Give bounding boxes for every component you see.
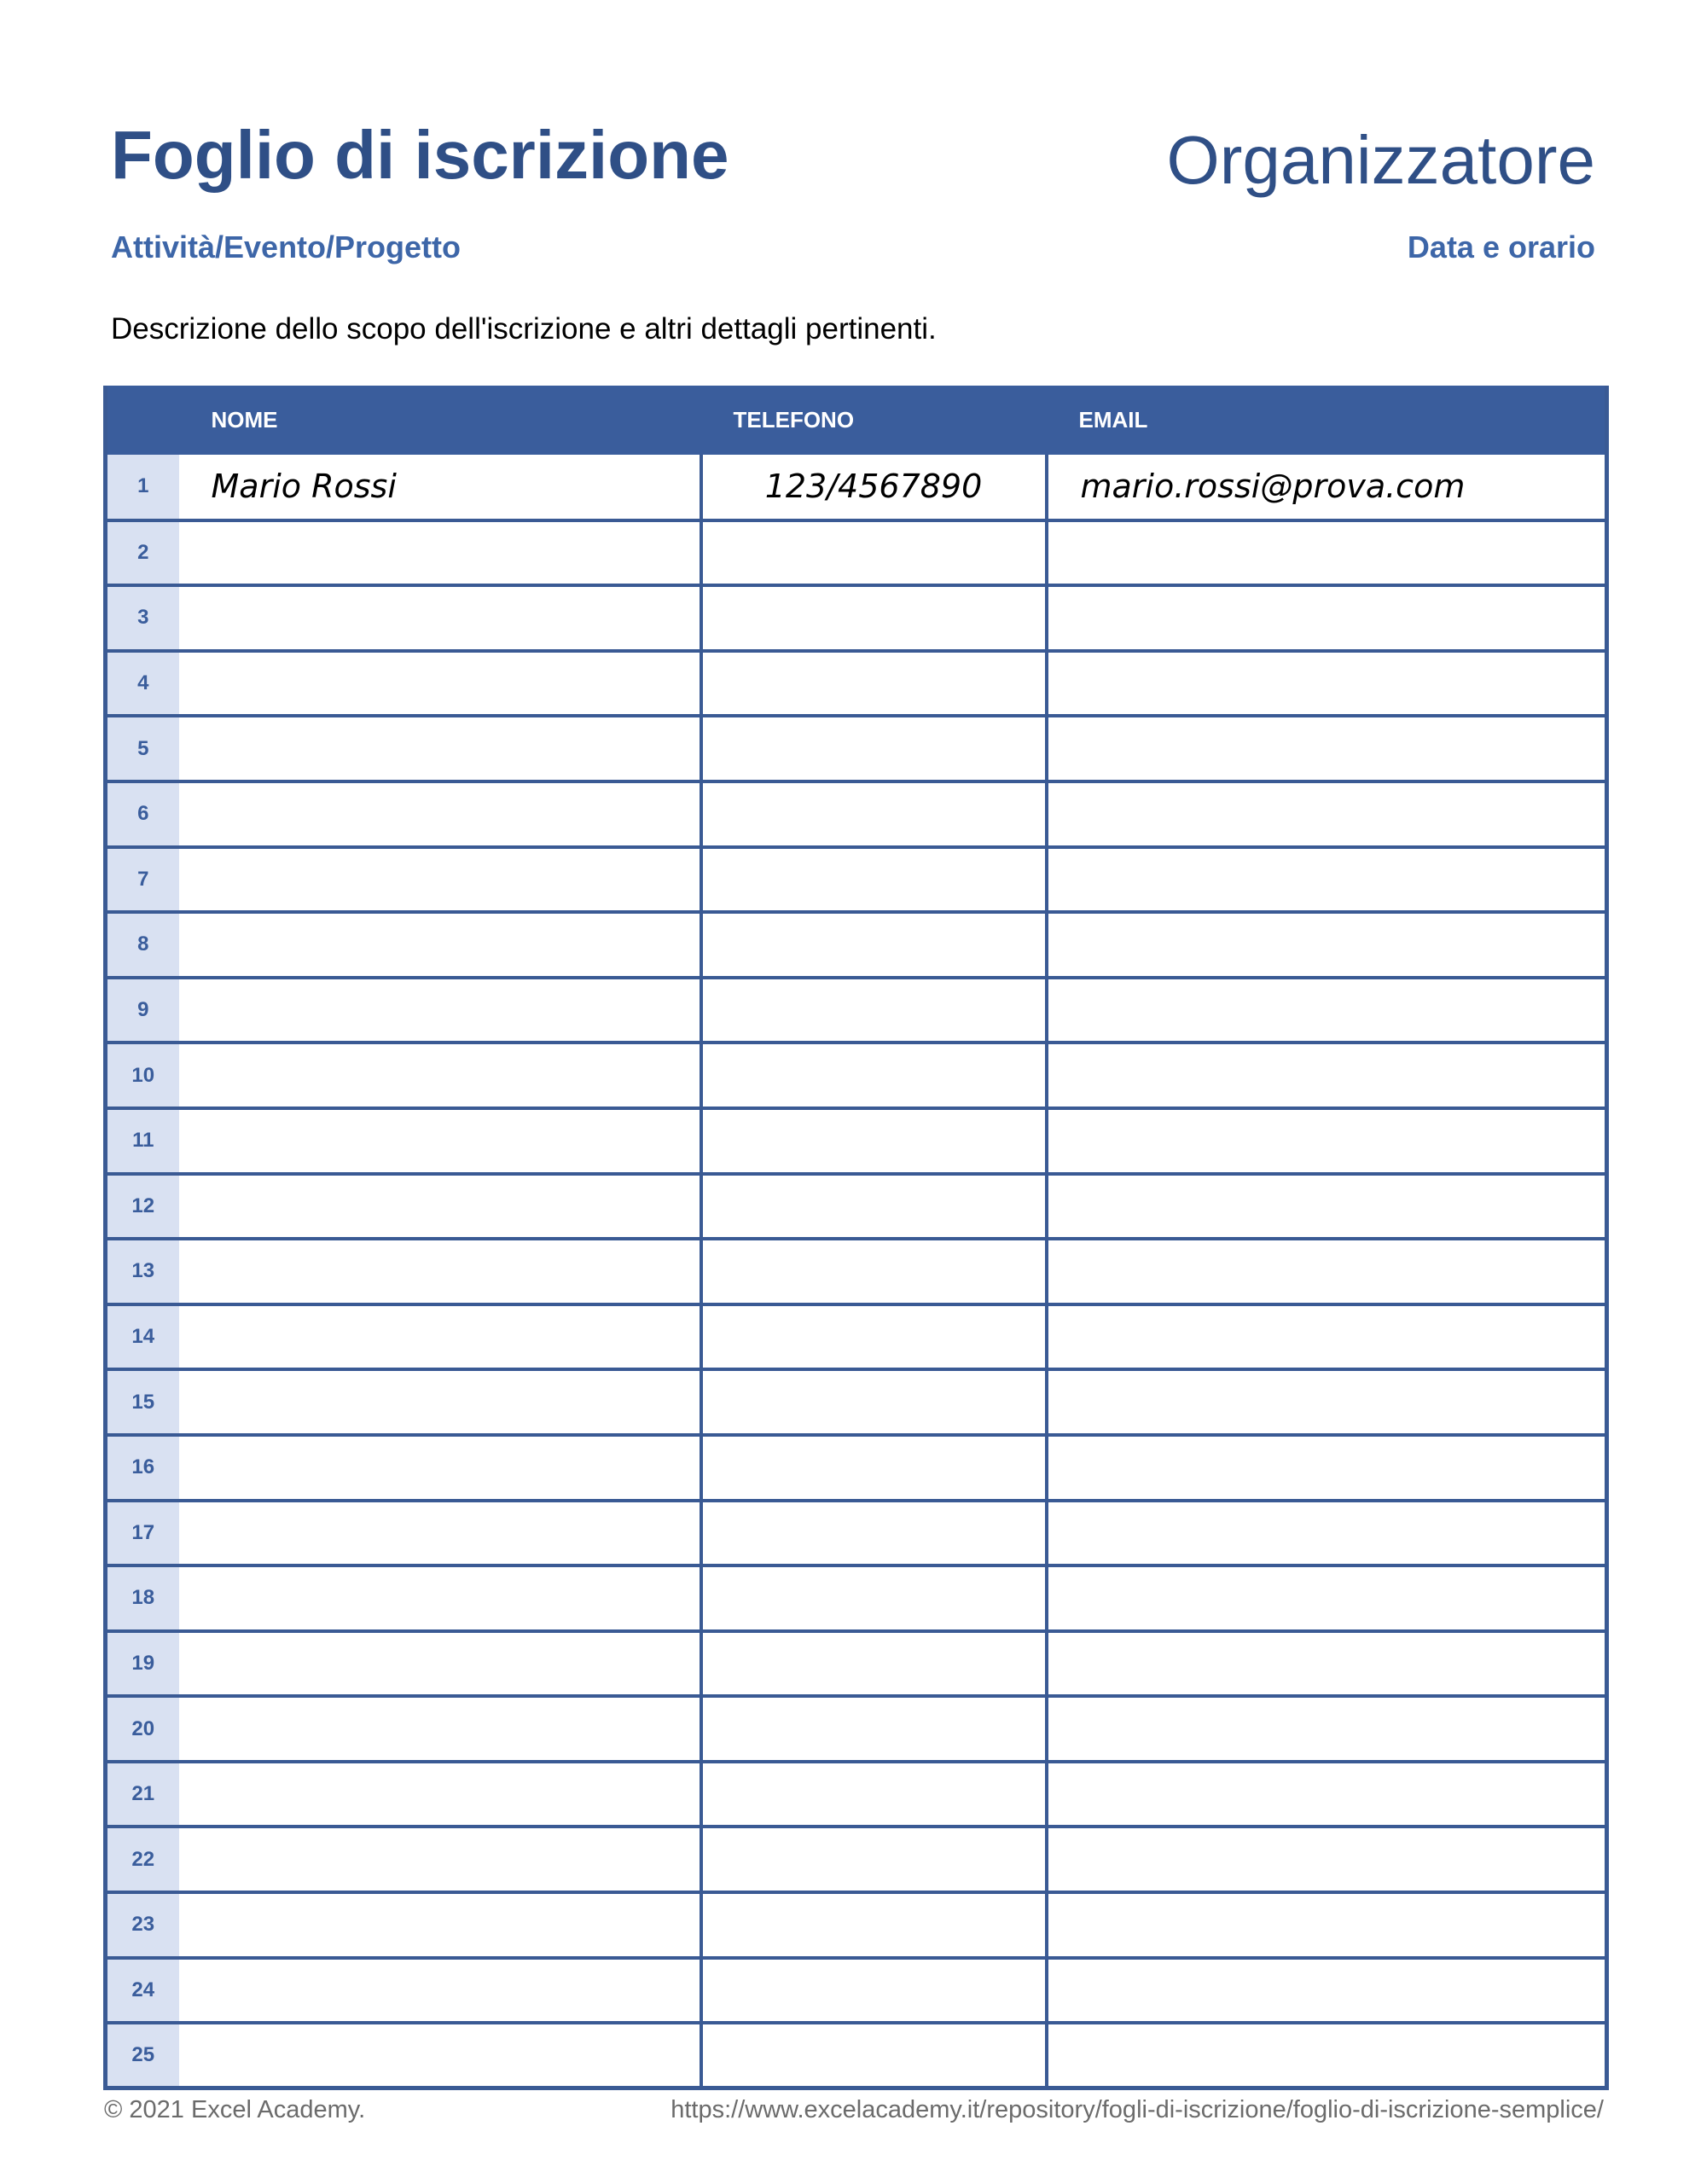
name-cell[interactable]: [179, 847, 701, 913]
phone-cell[interactable]: [701, 1631, 1047, 1697]
phone-cell[interactable]: [701, 520, 1047, 586]
email-cell[interactable]: [1047, 651, 1607, 717]
name-cell[interactable]: [179, 1304, 701, 1370]
table-row: [106, 1827, 1607, 1892]
row-number: 5: [106, 716, 179, 781]
phone-cell-value: 123/4567890: [764, 468, 983, 506]
phone-cell[interactable]: [701, 1892, 1047, 1958]
email-cell[interactable]: [1047, 847, 1607, 913]
table-row: [106, 1304, 1607, 1370]
column-header-phone: TELEFONO: [733, 407, 855, 433]
table-row: [106, 651, 1607, 717]
name-cell-value: Mario Rossi: [211, 468, 397, 506]
email-cell-value: mario.rossi@prova.com: [1080, 468, 1466, 506]
row-number: 21: [106, 1762, 179, 1827]
table-row: [106, 1369, 1607, 1435]
phone-cell[interactable]: [701, 455, 1047, 520]
name-cell[interactable]: [179, 1043, 701, 1108]
name-cell[interactable]: [179, 1631, 701, 1697]
phone-cell[interactable]: [701, 716, 1047, 781]
name-cell[interactable]: [179, 1892, 701, 1958]
email-cell[interactable]: [1047, 1631, 1607, 1697]
table-row: [106, 2023, 1607, 2088]
column-header-email: EMAIL: [1078, 407, 1148, 433]
activity-label: Attività/Evento/Progetto: [111, 229, 462, 264]
table-row: [106, 585, 1607, 651]
email-cell[interactable]: [1047, 1304, 1607, 1370]
row-number: 9: [106, 978, 179, 1043]
email-cell[interactable]: [1047, 716, 1607, 781]
name-cell[interactable]: [179, 716, 701, 781]
row-number: 19: [106, 1631, 179, 1697]
phone-cell[interactable]: [701, 978, 1047, 1043]
row-number: 12: [106, 1174, 179, 1240]
phone-cell[interactable]: [701, 1304, 1047, 1370]
column-header-number: [106, 386, 179, 455]
phone-cell[interactable]: [701, 585, 1047, 651]
row-number: 17: [106, 1501, 179, 1566]
phone-cell[interactable]: [701, 2023, 1047, 2088]
name-cell[interactable]: [179, 1108, 701, 1174]
row-number: 23: [106, 1892, 179, 1958]
name-cell[interactable]: [179, 912, 701, 978]
name-cell[interactable]: [179, 1827, 701, 1892]
email-cell[interactable]: [1047, 912, 1607, 978]
row-number: 3: [106, 585, 179, 651]
row-number: 20: [106, 1696, 179, 1762]
email-cell[interactable]: [1047, 1501, 1607, 1566]
email-cell[interactable]: [1047, 978, 1607, 1043]
name-cell[interactable]: [179, 520, 701, 586]
name-cell[interactable]: [179, 978, 701, 1043]
row-number: 6: [106, 781, 179, 847]
table-row: [106, 1239, 1607, 1304]
phone-cell[interactable]: [701, 847, 1047, 913]
description-text: Descrizione dello scopo dell'iscrizione e altri dettagli pertinenti.: [111, 312, 937, 346]
phone-cell[interactable]: [701, 1239, 1047, 1304]
name-cell[interactable]: [179, 585, 701, 651]
table-row: [106, 1631, 1607, 1697]
table-row: [106, 1174, 1607, 1240]
table-row: [106, 716, 1607, 781]
name-cell[interactable]: [179, 1369, 701, 1435]
table-row: [106, 1762, 1607, 1827]
row-number: 10: [106, 1043, 179, 1108]
name-cell[interactable]: [179, 781, 701, 847]
email-cell[interactable]: [1047, 1827, 1607, 1892]
table-header-row: [106, 386, 1607, 455]
row-number: 8: [106, 912, 179, 978]
table-row: [106, 847, 1607, 913]
email-cell[interactable]: [1047, 1565, 1607, 1631]
table-row: [106, 1435, 1607, 1501]
row-number: 2: [106, 520, 179, 586]
email-cell[interactable]: [1047, 455, 1607, 520]
column-header-name: NOME: [211, 407, 278, 433]
email-cell[interactable]: [1047, 2023, 1607, 2088]
phone-cell[interactable]: [701, 1108, 1047, 1174]
email-cell[interactable]: [1047, 1174, 1607, 1240]
phone-cell[interactable]: [701, 1958, 1047, 2024]
table-row: [106, 912, 1607, 978]
name-cell[interactable]: [179, 455, 701, 520]
row-number: 22: [106, 1827, 179, 1892]
email-cell[interactable]: [1047, 1762, 1607, 1827]
name-cell[interactable]: [179, 1696, 701, 1762]
table-row: [106, 1108, 1607, 1174]
phone-cell[interactable]: [701, 1174, 1047, 1240]
phone-cell[interactable]: [701, 1501, 1047, 1566]
table-row: [106, 1043, 1607, 1108]
phone-cell[interactable]: [701, 1565, 1047, 1631]
row-number: 4: [106, 651, 179, 717]
name-cell[interactable]: [179, 1958, 701, 2024]
datetime-label: Data e orario: [1407, 229, 1595, 264]
name-cell[interactable]: [179, 1174, 701, 1240]
table-row: [106, 520, 1607, 586]
table-row: [106, 1958, 1607, 2024]
organizer-label: Organizzatore: [1166, 122, 1595, 198]
signup-table: [103, 386, 1609, 2090]
table-row: [106, 455, 1607, 520]
name-cell[interactable]: [179, 1501, 701, 1566]
email-cell[interactable]: [1047, 1369, 1607, 1435]
table-row: [106, 781, 1607, 847]
table-row: [106, 1565, 1607, 1631]
phone-cell[interactable]: [701, 1696, 1047, 1762]
email-cell[interactable]: [1047, 1108, 1607, 1174]
footer-copyright: © 2021 Excel Academy.: [104, 2096, 366, 2123]
row-number: 25: [106, 2023, 179, 2088]
name-cell[interactable]: [179, 651, 701, 717]
table-row: [106, 1501, 1607, 1566]
row-number: 14: [106, 1304, 179, 1370]
row-number: 24: [106, 1958, 179, 2024]
phone-cell[interactable]: [701, 1762, 1047, 1827]
table-row: [106, 1892, 1607, 1958]
email-cell[interactable]: [1047, 585, 1607, 651]
row-number: 11: [106, 1108, 179, 1174]
email-cell[interactable]: [1047, 520, 1607, 586]
page-title: Foglio di iscrizione: [111, 117, 729, 193]
phone-cell[interactable]: [701, 1369, 1047, 1435]
row-number: 13: [106, 1239, 179, 1304]
email-cell[interactable]: [1047, 1239, 1607, 1304]
email-cell[interactable]: [1047, 1435, 1607, 1501]
row-number: 7: [106, 847, 179, 913]
name-cell[interactable]: [179, 1762, 701, 1827]
phone-cell[interactable]: [701, 1435, 1047, 1501]
email-cell[interactable]: [1047, 1892, 1607, 1958]
email-cell[interactable]: [1047, 1043, 1607, 1108]
footer-url: https://www.excelacademy.it/repository/fogli-di-iscrizione/foglio-di-iscrizione-semplice/: [671, 2096, 1604, 2123]
email-cell[interactable]: [1047, 1696, 1607, 1762]
row-number: 15: [106, 1369, 179, 1435]
row-number: 18: [106, 1565, 179, 1631]
phone-cell[interactable]: [701, 912, 1047, 978]
phone-cell[interactable]: [701, 1827, 1047, 1892]
phone-cell[interactable]: [701, 781, 1047, 847]
name-cell[interactable]: [179, 2023, 701, 2088]
name-cell[interactable]: [179, 1239, 701, 1304]
table-row: [106, 1696, 1607, 1762]
name-cell[interactable]: [179, 1435, 701, 1501]
phone-cell[interactable]: [701, 651, 1047, 717]
table-row: [106, 978, 1607, 1043]
email-cell[interactable]: [1047, 1958, 1607, 2024]
row-number: 1: [106, 455, 179, 520]
phone-cell[interactable]: [701, 1043, 1047, 1108]
email-cell[interactable]: [1047, 781, 1607, 847]
row-number: 16: [106, 1435, 179, 1501]
name-cell[interactable]: [179, 1565, 701, 1631]
